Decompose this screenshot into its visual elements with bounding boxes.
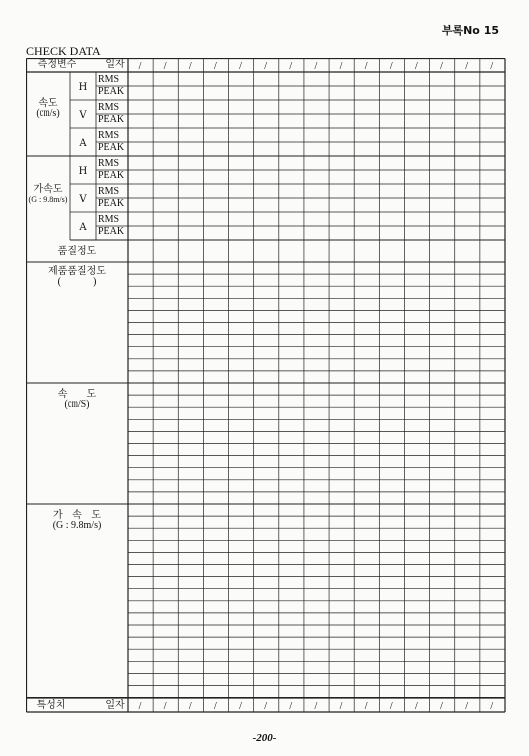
footer-date-slash: /	[213, 701, 217, 712]
header-date-slash: /	[364, 61, 368, 72]
rms-label: RMS	[98, 102, 120, 113]
velocity-axis-a: A	[79, 138, 87, 149]
footer-date-slash: /	[239, 701, 242, 712]
peak-label: PEAK	[98, 198, 125, 209]
check-data-table	[26, 58, 506, 718]
rms-label: RMS	[98, 74, 120, 85]
peak-label: PEAK	[98, 114, 125, 125]
peak-label: PEAK	[98, 86, 125, 97]
footer-date: 일자	[105, 700, 125, 711]
table-grid	[26, 58, 506, 714]
header-date-slash: /	[490, 61, 494, 72]
header-date-slash: /	[163, 61, 167, 72]
footer-date-slash: /	[490, 701, 494, 712]
velocity-label: 속도 (㎝/s)	[36, 98, 60, 119]
footer-date-slash: /	[339, 701, 343, 712]
header-date-slash: /	[415, 61, 418, 72]
header-date-slash: /	[213, 61, 217, 72]
acceleration-label: 가속도 (G : 9.8m/s)	[28, 184, 68, 204]
header-date-slash: /	[389, 61, 393, 72]
quality-label: 품질정도	[57, 246, 97, 257]
footer-date-slash: /	[465, 701, 469, 712]
appendix-number: 부록No 15	[441, 24, 499, 37]
footer-date-slash: /	[138, 701, 142, 712]
footer-date-slash: /	[364, 701, 368, 712]
header-date-slash: /	[339, 61, 343, 72]
peak-label: PEAK	[98, 170, 125, 181]
peak-label: PEAK	[98, 226, 125, 237]
accel-axis-a: A	[79, 222, 87, 233]
footer-date-slash: /	[440, 701, 443, 712]
velocity-section-label: 속 도 (㎝/S)	[57, 389, 97, 410]
header-date-slash: /	[465, 61, 469, 72]
footer-date-slash: /	[415, 701, 418, 712]
form-title: CHECK DATA	[26, 44, 101, 58]
footer-date-slash: /	[163, 701, 167, 712]
footer-date-slash: /	[314, 701, 318, 712]
accel-axis-v: V	[79, 194, 87, 205]
header-date-slash: /	[138, 61, 142, 72]
header-param: 측정변수	[37, 59, 77, 70]
header-date-slash: /	[188, 61, 192, 72]
footer-date-slash: /	[289, 701, 293, 712]
product-quality-label: 제품품질정도 ( )	[48, 266, 106, 288]
rms-label: RMS	[98, 186, 120, 197]
header-date-slash: /	[314, 61, 318, 72]
acceleration-section-label: 가 속 도 (G : 9.8m/s)	[52, 510, 102, 531]
accel-axis-h: H	[78, 166, 88, 177]
header-date-slash: /	[239, 61, 242, 72]
peak-label: PEAK	[98, 142, 125, 153]
header-date-slash: /	[440, 61, 443, 72]
header-date-slash: /	[289, 61, 293, 72]
header-date: 일자	[105, 59, 125, 70]
velocity-axis-v: V	[79, 110, 87, 121]
rms-label: RMS	[98, 214, 120, 225]
header-date-slash: /	[264, 61, 268, 72]
footer-date-slash: /	[264, 701, 268, 712]
footer-date-slash: /	[389, 701, 393, 712]
rms-label: RMS	[98, 130, 120, 141]
footer-label: 특성치	[36, 700, 66, 711]
page-number: -200-	[252, 732, 277, 744]
velocity-axis-h: H	[78, 82, 88, 93]
footer-date-slash: /	[188, 701, 192, 712]
rms-label: RMS	[98, 158, 120, 169]
